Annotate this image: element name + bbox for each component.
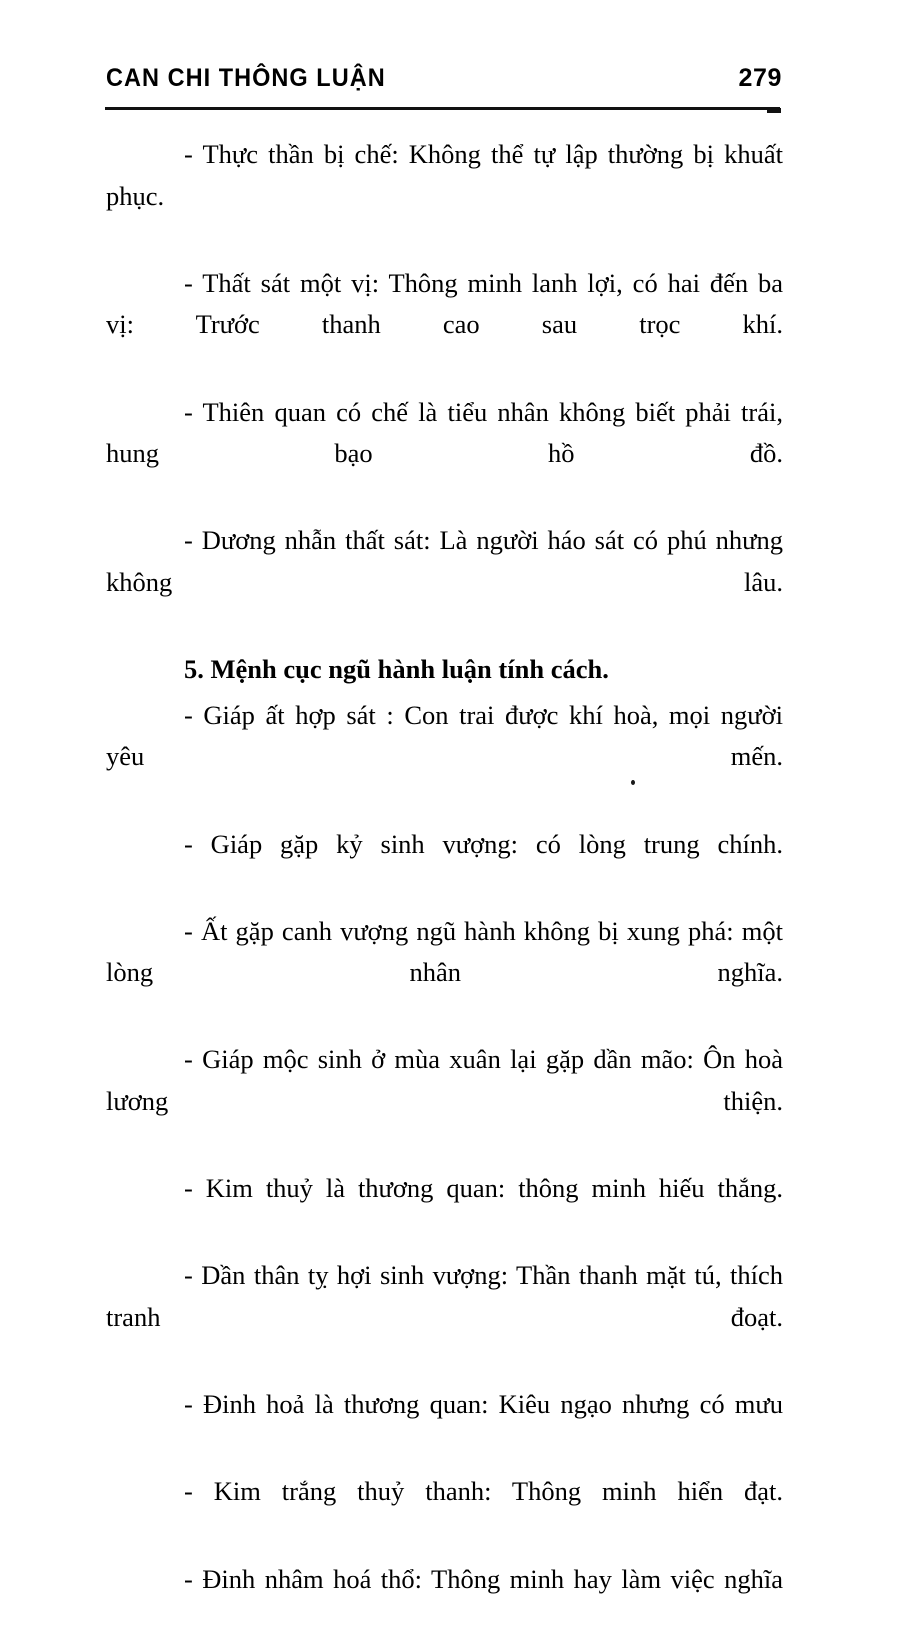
paragraph-kim-thuy-thuong-quan: - Kim thuỷ là thương quan: thông minh hiếu thắng. xyxy=(184,1173,783,1204)
paragraph-kim-trang-thuy-thanh: - Kim trắng thuỷ thanh: Thông minh hiển đạt. xyxy=(184,1476,783,1507)
scan-speck-artifact xyxy=(631,780,635,785)
paragraph-that-sat-mot-vi: - Thất sát một vị: Thông minh lanh lợi, có hai đến ba vị: Trước thanh cao sau trọc khí. xyxy=(106,267,783,340)
running-head xyxy=(106,66,782,100)
paragraph-giap-gap-ky-sinh-vuong: - Giáp gặp kỷ sinh vượng: có lòng trung chính. xyxy=(184,828,783,859)
paragraph-dinh-nham-hoa-tho: - Đinh nhâm hoá thổ: Thông minh hay làm việc nghĩa xyxy=(184,1563,783,1594)
paragraph-thuc-than: - Thực thần bị chế: Không thể tự lập thường bị khuất phục. xyxy=(106,139,783,211)
header-rule xyxy=(105,107,780,110)
paragraph-duong-nhan-that-sat: - Dương nhẫn thất sát: Là người háo sát có phú nhưng không lâu. xyxy=(106,525,783,597)
page-number: 279 xyxy=(738,64,782,92)
paragraph-giap-moc-sinh-mua-xuan: - Giáp mộc sinh ở mùa xuân lại gặp dần mão: Ôn hoà lương thiện. xyxy=(106,1044,783,1117)
paragraph-at-gap-canh-vuong: - Ất gặp canh vượng ngũ hành không bị xung phá: một lòng nhân nghĩa. xyxy=(106,915,783,988)
body-text xyxy=(106,134,783,1642)
paragraph-dan-than-ty-hoi: - Dần thân tỵ hợi sinh vượng: Thần thanh mặt tú, thích tranh đoạt. xyxy=(106,1260,783,1333)
page-title: CAN CHI THÔNG LUẬN xyxy=(106,64,386,92)
paragraph-thien-quan-co-che: - Thiên quan có chế là tiểu nhân không biết phải trái, hung bạo hồ đồ. xyxy=(106,396,783,469)
paragraph-dinh-hoa-thuong-quan: - Đinh hoả là thương quan: Kiêu ngạo nhưng có mưu xyxy=(184,1389,783,1420)
paragraph-section-5-heading: 5. Mệnh cục ngũ hành luận tính cách. xyxy=(184,654,609,685)
paragraph-giap-at-hop-sat: - Giáp ất hợp sát : Con trai được khí hoà, mọi người yêu mến. xyxy=(106,699,783,772)
